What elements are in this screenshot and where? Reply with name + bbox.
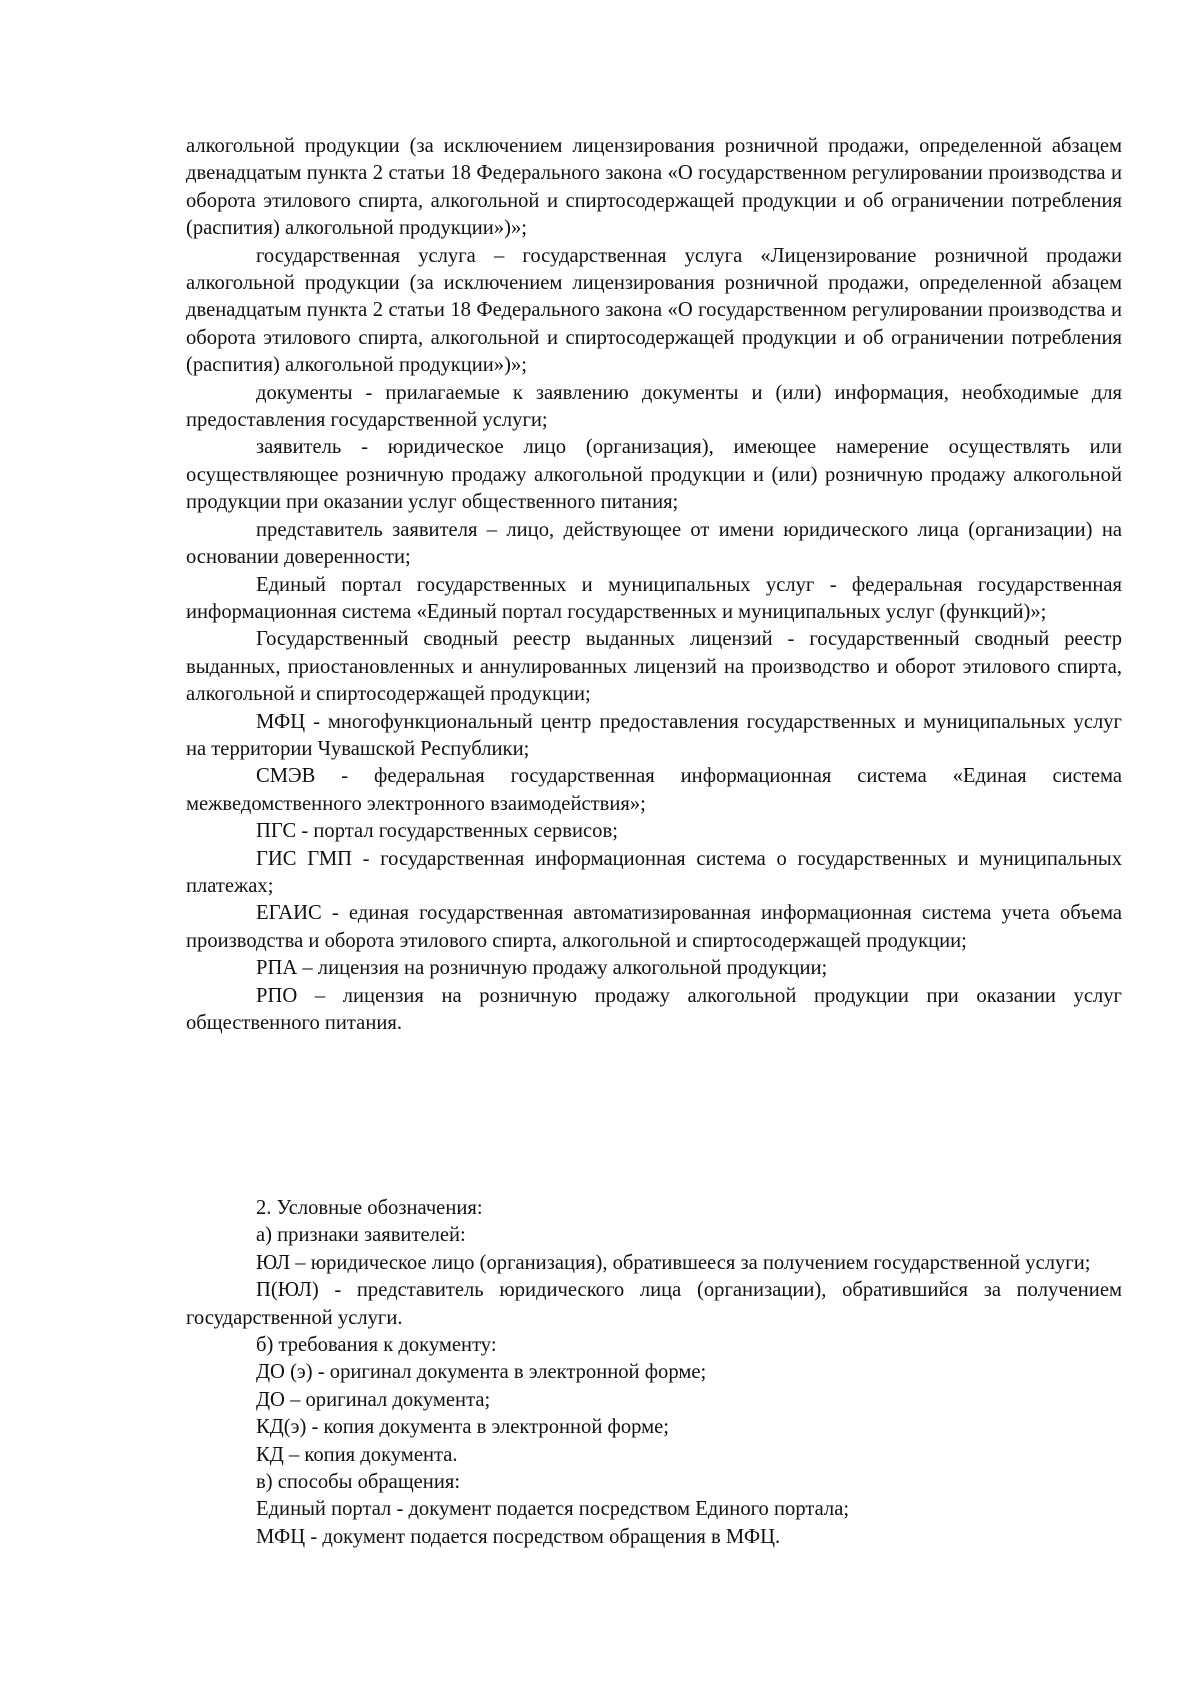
definition-rpo: РПО – лицензия на розничную продажу алкогольной продукции при оказании услуг общественного питания. <box>186 984 1122 1034</box>
document-requirements-heading: б) требования к документу: <box>256 1334 497 1357</box>
notation-section <box>186 1195 1122 1551</box>
applicant-features-heading: а) признаки заявителей: <box>256 1224 466 1247</box>
notation-unified-portal: Единый портал - документ подается посредством Единого портала; <box>256 1498 850 1521</box>
notation-do-e: ДО (э) - оригинал документа в электронной форме; <box>256 1361 707 1384</box>
definition-license-registry: Государственный сводный реестр выданных лицензий - государственный сводный реестр выданных, приостановленных и аннулированных лицензий на производство и оборот этилового спирта, алкогольной и спиртосодержащей продукции; <box>186 628 1122 706</box>
notation-kd: КД – копия документа. <box>256 1443 458 1466</box>
definition-mfc: МФЦ - многофункциональный центр предоставления государственных и муниципальных услуг на территории Чувашской Республики; <box>186 710 1122 760</box>
definition-smev: СМЭВ - федеральная государственная информационная система «Единая система межведомственного электронного взаимодействия»; <box>186 765 1122 815</box>
definition-public-service: государственная услуга – государственная услуга «Лицензирование розничной продажи алкогольной продукции (за исключением лицензирования розничной продажи, определенной абзацем двенадцатым пункта 2 статьи 18 Федерального закона «О государственном регулировании производства и оборота этилового спирта, алкогольной и спиртосодержащей продукции и об ограничении потребления (распития) алкогольной продукции»)»; <box>186 244 1122 377</box>
notation-heading: 2. Условные обозначения: <box>256 1197 483 1219</box>
definition-rpa: РПА – лицензия на розничную продажу алкогольной продукции; <box>256 957 828 980</box>
definition-pgs: ПГС - портал государственных сервисов; <box>256 820 618 843</box>
notation-yul: ЮЛ – юридическое лицо (организация), обратившееся за получением государственной услуги; <box>256 1251 1091 1274</box>
notation-do: ДО – оригинал документа; <box>256 1388 491 1411</box>
definition-applicant: заявитель - юридическое лицо (организация), имеющее намерение осуществлять или осуществляющее розничную продажу алкогольной продукции и (или) розничную продажу алкогольной продукции при оказании услуг общественного питания; <box>186 436 1122 514</box>
definition-gis-gmp: ГИС ГМП - государственная информационная система о государственных и муниципальных платежах; <box>186 847 1122 897</box>
definition-applicant-representative: представитель заявителя – лицо, действующее от имени юридического лица (организации) на основании доверенности; <box>186 518 1122 569</box>
definition-egais: ЕГАИС - единая государственная автоматизированная информационная система учета объема производства и оборота этилового спирта, алкогольной и спиртосодержащей продукции; <box>186 902 1122 952</box>
definition-documents: документы - прилагаемые к заявлению документы и (или) информация, необходимые для предоставления государственной услуги; <box>186 381 1122 432</box>
definitions-section <box>186 133 1122 1037</box>
submission-methods-heading: в) способы обращения: <box>256 1471 461 1494</box>
notation-mfc: МФЦ - документ подается посредством обращения в МФЦ. <box>256 1525 781 1548</box>
definition-continuation: алкогольной продукции (за исключением лицензирования розничной продажи, определенной абзацем двенадцатым пункта 2 статьи 18 Федерального закона «О государственном регулировании производства и оборота этилового спирта, алкогольной и спиртосодержащей продукции и об ограничении потребления (распития) алкогольной продукции»)»; <box>186 135 1122 240</box>
definition-unified-portal: Единый портал государственных и муниципальных услуг - федеральная государственная информационная система «Единый портал государственных и муниципальных услуг (функций)»; <box>186 573 1122 623</box>
notation-p-yul: П(ЮЛ) - представитель юридического лица (организации), обратившийся за получением государственной услуги. <box>186 1279 1122 1329</box>
notation-kd-e: КД(э) - копия документа в электронной форме; <box>256 1416 670 1439</box>
